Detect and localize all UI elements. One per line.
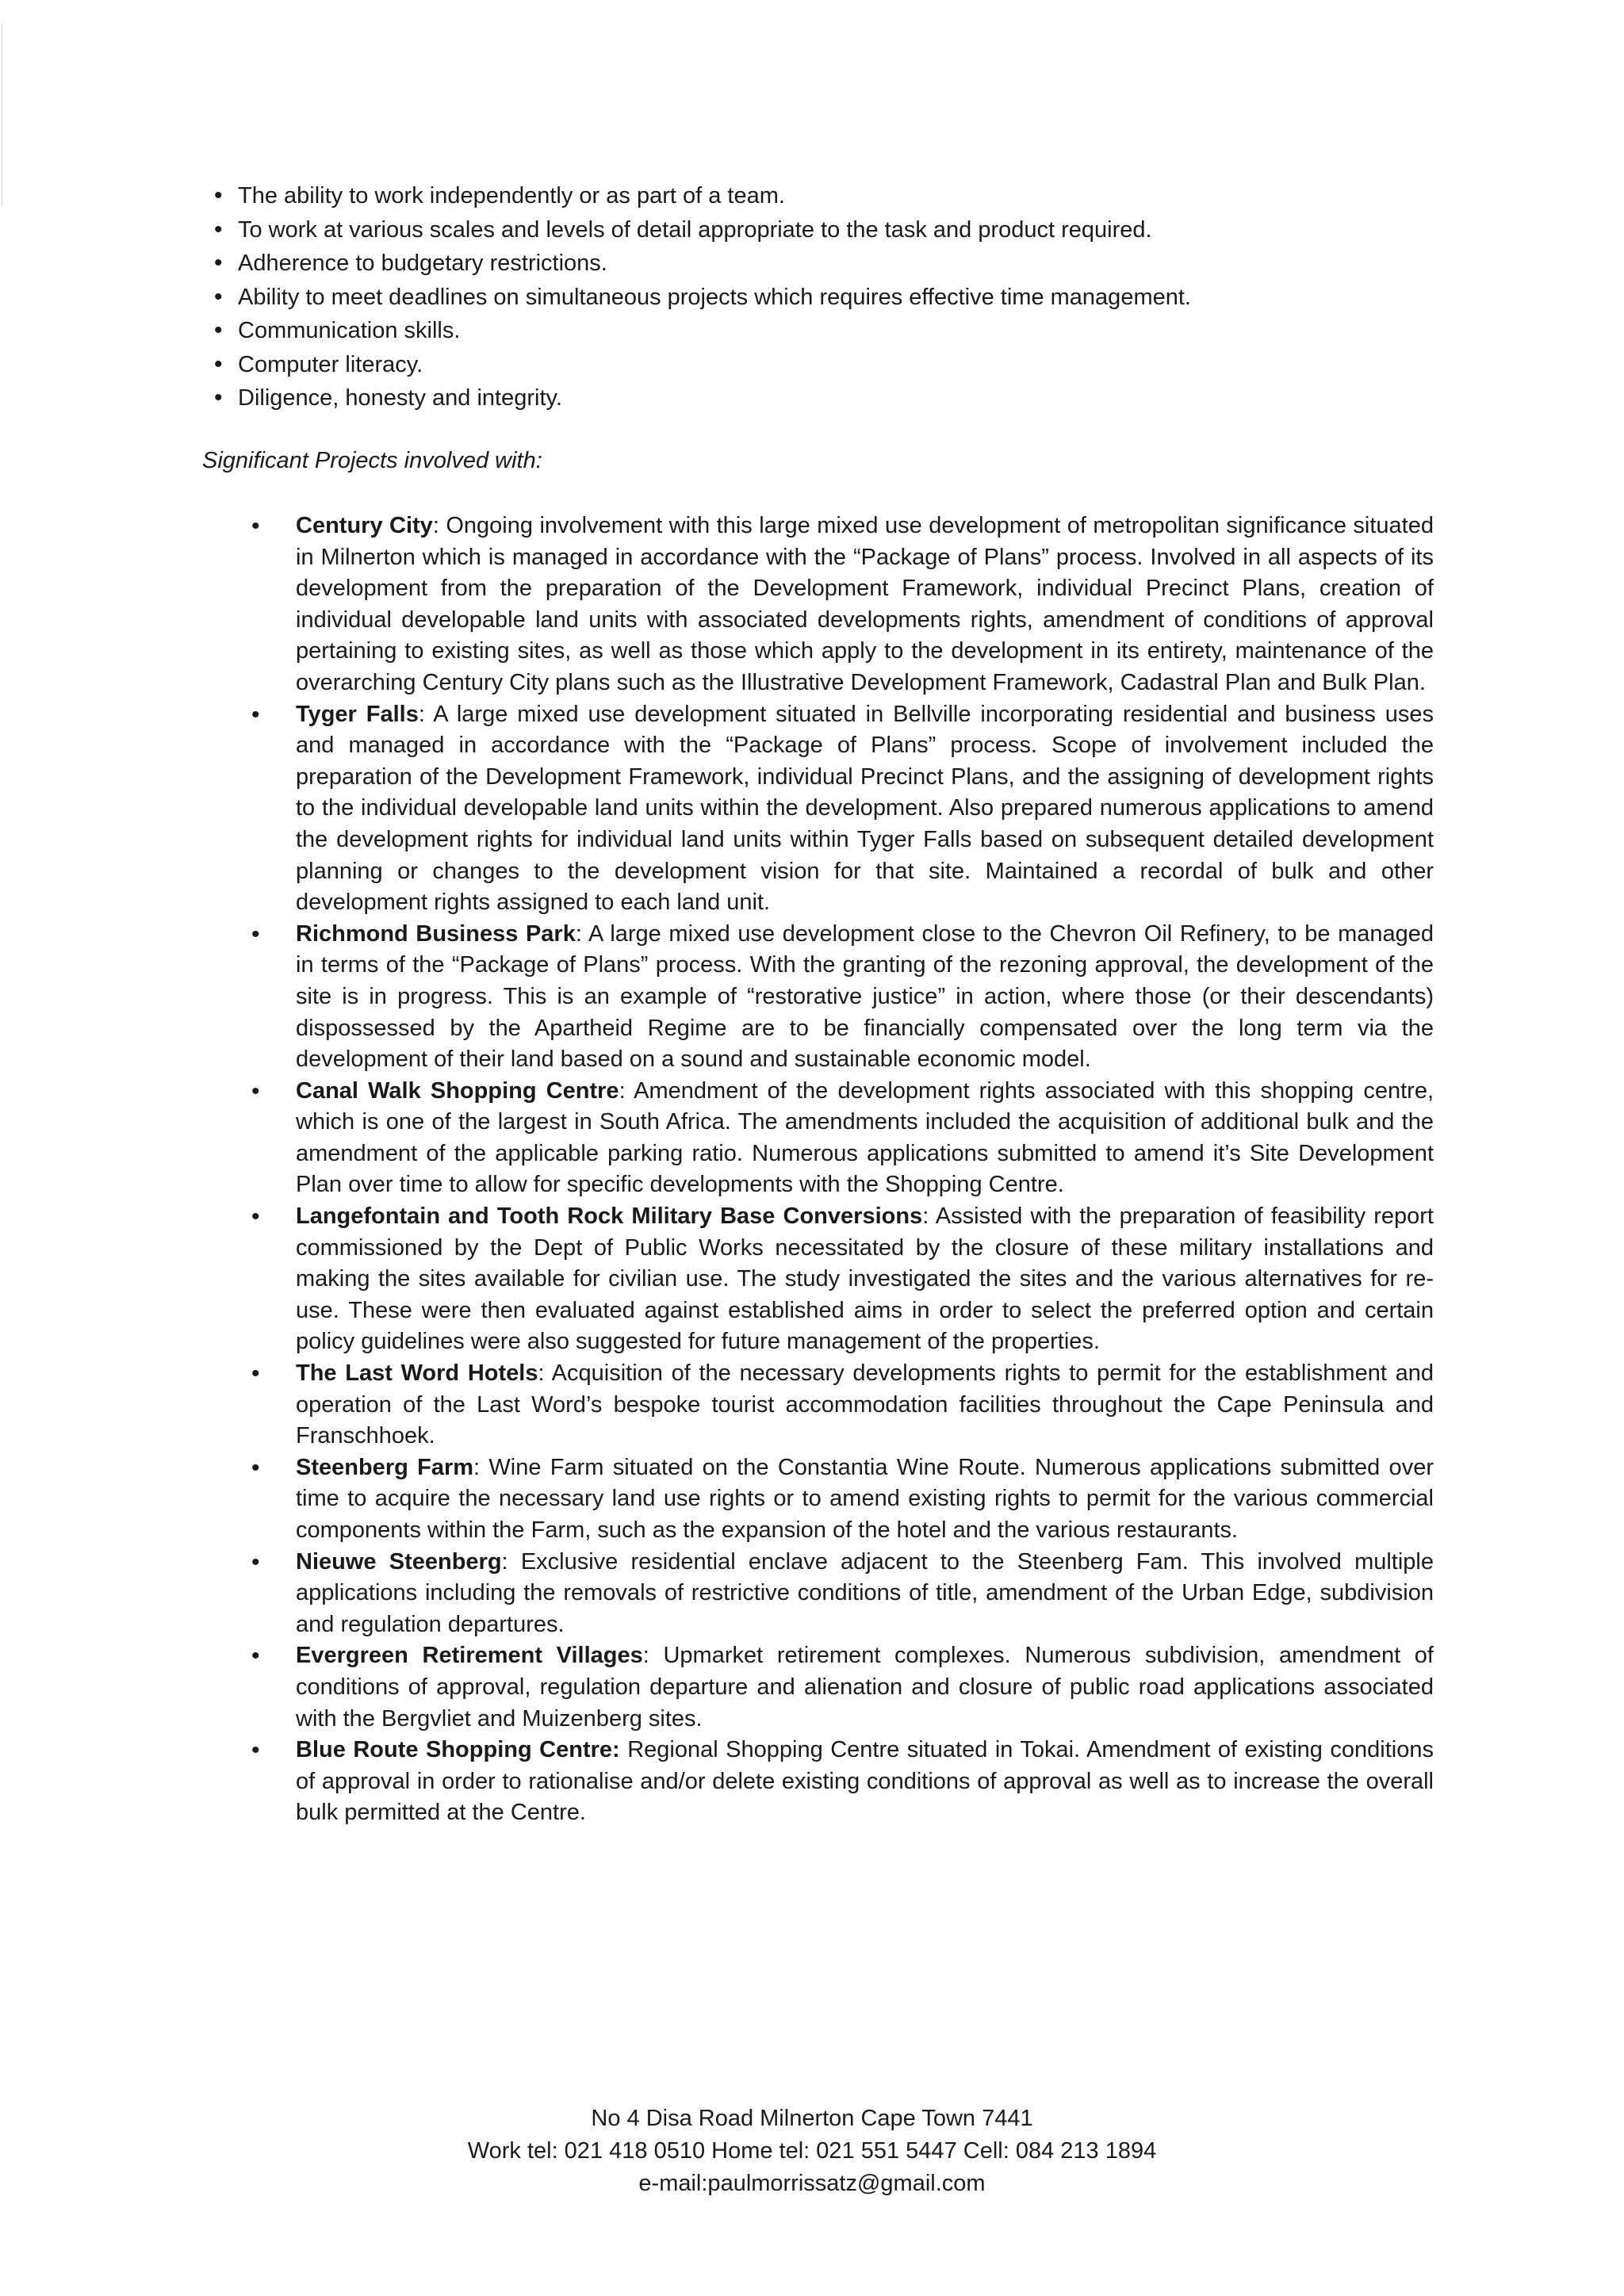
skill-text: Ability to meet deadlines on simultaneous projects which requires effective time management. [238, 284, 1191, 310]
skill-text: The ability to work independently or as part of a team. [238, 183, 785, 209]
skill-text: Communication skills. [238, 318, 461, 343]
project-item: • Nieuwe Steenberg: Exclusive residential enclave adjacent to the Steenberg Fam. This involved multiple applications including the removals of restrictive conditions of title, amendment of the Urban Edge, subdivision and regulation departures. [296, 1547, 1434, 1641]
project-description: A large mixed use development situated in Bellville incorporating residential and business uses and managed in accordance with the “Package of Plans” process. Scope of involvement included the preparation of the Development Framework, individual Precinct Plans, and the assigning of development rights to the individual developable land units within the development. Also prepared numerous applications to amend the development rights for individual land units within Tyger Falls based on subsequent detailed development planning or changes to the development vision for that site. Maintained a recordal of bulk and other development rights assigned to each land unit. [296, 701, 1434, 916]
project-description: Assisted with the preparation of feasibility report commissioned by the Dept of Public Works necessitated by the closure of these military installations and making the sites available for civilian use. The study investigated the sites and the various alternatives for re-use. These were then evaluated against established aims in order to select the preferred option and certain policy guidelines were also suggested for future management of the properties. [296, 1203, 1434, 1355]
project-description: A large mixed use development close to the Chevron Oil Refinery, to be managed in terms of the “Package of Plans” process. With the granting of the rezoning approval, the development of the site is in progress. This is an example of “restorative justice” in action, where those (or their descendants) dispossessed by the Apartheid Regime are to be financially compensated over the long term via the development of their land based on a sound and sustainable economic model. [296, 920, 1434, 1073]
projects-list [251, 511, 1434, 1829]
bullet-icon: • [251, 513, 260, 539]
bullet-icon: • [214, 250, 223, 276]
project-description: Acquisition of the necessary developments rights to permit for the establishment and operation of the Last Word’s bespoke tourist accommodation facilities throughout the Cape Peninsula and Franschhoek. [296, 1360, 1434, 1449]
bullet-icon: • [214, 216, 223, 243]
project-name: Langefontain and Tooth Rock Military Base Conversions [296, 1203, 923, 1230]
bullet-icon: • [251, 1454, 260, 1481]
project-item: • Richmond Business Park: A large mixed use development close to the Chevron Oil Refinery, to be managed in terms of the “Package of Plans” process. With the granting of the rezoning approval, the development of the site is in progress. This is an example of “restorative justice” in action, where those (or their descendants) dispossessed by the Apartheid Regime are to be financially compensated over the long term via the development of their land based on a sound and sustainable economic model. [296, 919, 1434, 1076]
project-item: • Steenberg Farm: Wine Farm situated on the Constantia Wine Route. Numerous applications submitted over time to acquire the necessary land use rights or to amend existing rights to permit for the various commercial components within the Farm, such as the expansion of the hotel and the various restaurants. [296, 1452, 1434, 1547]
skill-text: Diligence, honesty and integrity. [238, 385, 562, 411]
project-name: Evergreen Retirement Villages [296, 1643, 643, 1669]
skill-item [214, 348, 1475, 382]
project-description: Regional Shopping Centre situated in Tokai. Amendment of existing conditions of approval in order to rationalise and/or delete existing conditions of approval as well as to increase the overall bulk permitted at the Centre. [296, 1737, 1434, 1826]
project-description: Exclusive residential enclave adjacent to the Steenberg Fam. This involved multiple applications including the removals of restrictive conditions of title, amendment of the Urban Edge, subdivision and regulation departures. [296, 1548, 1434, 1637]
project-item: • Evergreen Retirement Villages: Upmarket retirement complexes. Numerous subdivision, amendment of conditions of approval, regulation departure and alienation and closure of public road applications associated with the Bergvliet and Muizenberg sites. [296, 1640, 1434, 1735]
contact-footer [0, 2103, 1624, 2200]
project-item: • Canal Walk Shopping Centre: Amendment of the development rights associated with this shopping centre, which is one of the largest in South Africa. The amendments included the acquisition of additional bulk and the amendment of the applicable parking ratio. Numerous applications submitted to amend it’s Site Development Plan over time to allow for specific developments with the Shopping Centre. [296, 1076, 1434, 1201]
skill-item [214, 213, 1475, 247]
bullet-icon: • [214, 283, 223, 310]
project-name: Steenberg Farm [296, 1454, 474, 1480]
project-description: Amendment of the development rights associated with this shopping centre, which is one of the largest in South Africa. The amendments included the acquisition of additional bulk and the amendment of the applicable parking ratio. Numerous applications submitted to amend it’s Site Development Plan over time to allow for specific developments with the Shopping Centre. [296, 1077, 1434, 1198]
project-item [251, 1735, 1434, 1829]
bullet-icon: • [251, 1643, 260, 1670]
project-item: • The Last Word Hotels: Acquisition of the necessary developments rights to permit for the establishment and operation of the Last Word’s bespoke tourist accommodation facilities throughout the Cape Peninsula and Franschhoek. [296, 1358, 1434, 1452]
bullet-icon: • [251, 1077, 260, 1104]
bullet-icon: • [251, 920, 260, 947]
skill-item [214, 247, 1475, 281]
skill-item [214, 281, 1475, 315]
project-item: • Tyger Falls: A large mixed use development situated in Bellville incorporating residential and business uses and managed in accordance with the “Package of Plans” process. Scope of involvement included the preparation of the Development Framework, individual Precinct Plans, and the assigning of development rights to the individual developable land units within the development. Also prepared numerous applications to amend the development rights for individual land units within Tyger Falls based on subsequent detailed development planning or changes to the development vision for that site. Maintained a recordal of bulk and other development rights assigned to each land unit. [296, 699, 1434, 919]
bullet-icon: • [251, 1360, 260, 1387]
project-item: • Century City: Ongoing involvement with this large mixed use development of metropolitan significance situated in Milnerton which is managed in accordance with the “Package of Plans” process. Involved in all aspects of its development from the preparation of the Development Framework, individual Precinct Plans, creation of individual developable land units with associated developments rights, amendment of conditions of approval pertaining to existing sites, as well as those which apply to the development in its entirety, maintenance of the overarching Century City plans such as the Illustrative Development Framework, Cadastral Plan and Bulk Plan. [296, 511, 1434, 699]
project-name: The Last Word Hotels [296, 1360, 538, 1387]
project-description: Ongoing involvement with this large mixed use development of metropolitan significance situated in Milnerton which is managed in accordance with the “Package of Plans” process. Involved in all aspects of its development from the preparation of the Development Framework, individual Precinct Plans, creation of individual developable land units with associated developments rights, amendment of conditions of approval pertaining to existing sites, as well as those which apply to the development in its entirety, maintenance of the overarching Century City plans such as the Illustrative Development Framework, Cadastral Plan and Bulk Plan. [296, 513, 1434, 695]
footer-address: No 4 Disa Road Milnerton Cape Town 7441 [591, 2106, 1033, 2131]
bullet-icon: • [251, 1737, 260, 1764]
bullet-icon: • [214, 182, 223, 209]
project-name: Richmond Business Park [296, 920, 576, 947]
project-description: Upmarket retirement complexes. Numerous subdivision, amendment of conditions of approval, regulation departure and alienation and closure of public road applications associated with the Bergvliet and Muizenberg sites. [296, 1643, 1434, 1732]
footer-phones: Work tel: 021 418 0510 Home tel: 021 551 5447 Cell: 084 213 1894 [467, 2138, 1157, 2164]
skill-item [214, 179, 1475, 213]
project-name: Blue Route Shopping Centre: [296, 1737, 620, 1763]
project-name: Canal Walk Shopping Centre [296, 1077, 619, 1104]
project-description: Wine Farm situated on the Constantia Wine Route. Numerous applications submitted over time to acquire the necessary land use rights or to amend existing rights to permit for the various commercial components within the Farm, such as the expansion of the hotel and the various restaurants. [296, 1454, 1434, 1543]
bullet-icon: • [251, 1203, 260, 1230]
skill-item [214, 314, 1475, 348]
bullet-icon: • [251, 701, 260, 728]
project-name: Tyger Falls [296, 701, 419, 727]
bullet-icon: • [251, 1548, 260, 1575]
bullet-icon: • [214, 317, 223, 343]
bullet-icon: • [214, 385, 223, 411]
project-name: Nieuwe Steenberg [296, 1548, 502, 1575]
bullet-icon: • [214, 350, 223, 377]
skills-list [214, 179, 1475, 415]
skill-item [214, 381, 1475, 415]
skill-text: To work at various scales and levels of detail appropriate to the task and product required. [238, 216, 1152, 243]
project-item: • Langefontain and Tooth Rock Military Base Conversions: Assisted with the preparation of feasibility report commissioned by the Dept of Public Works necessitated by the closure of these military installations and making the sites available for civilian use. The study investigated the sites and the various alternatives for re-use. These were then evaluated against established aims in order to select the preferred option and certain policy guidelines were also suggested for future management of the properties. [296, 1201, 1434, 1358]
skill-text: Computer literacy. [238, 351, 423, 377]
skill-text: Adherence to budgetary restrictions. [238, 251, 607, 276]
project-name: Century City [296, 513, 433, 538]
projects-heading: Significant Projects involved with: [202, 448, 542, 473]
footer-email: e-mail:paulmorrissatz@gmail.com [638, 2171, 986, 2196]
